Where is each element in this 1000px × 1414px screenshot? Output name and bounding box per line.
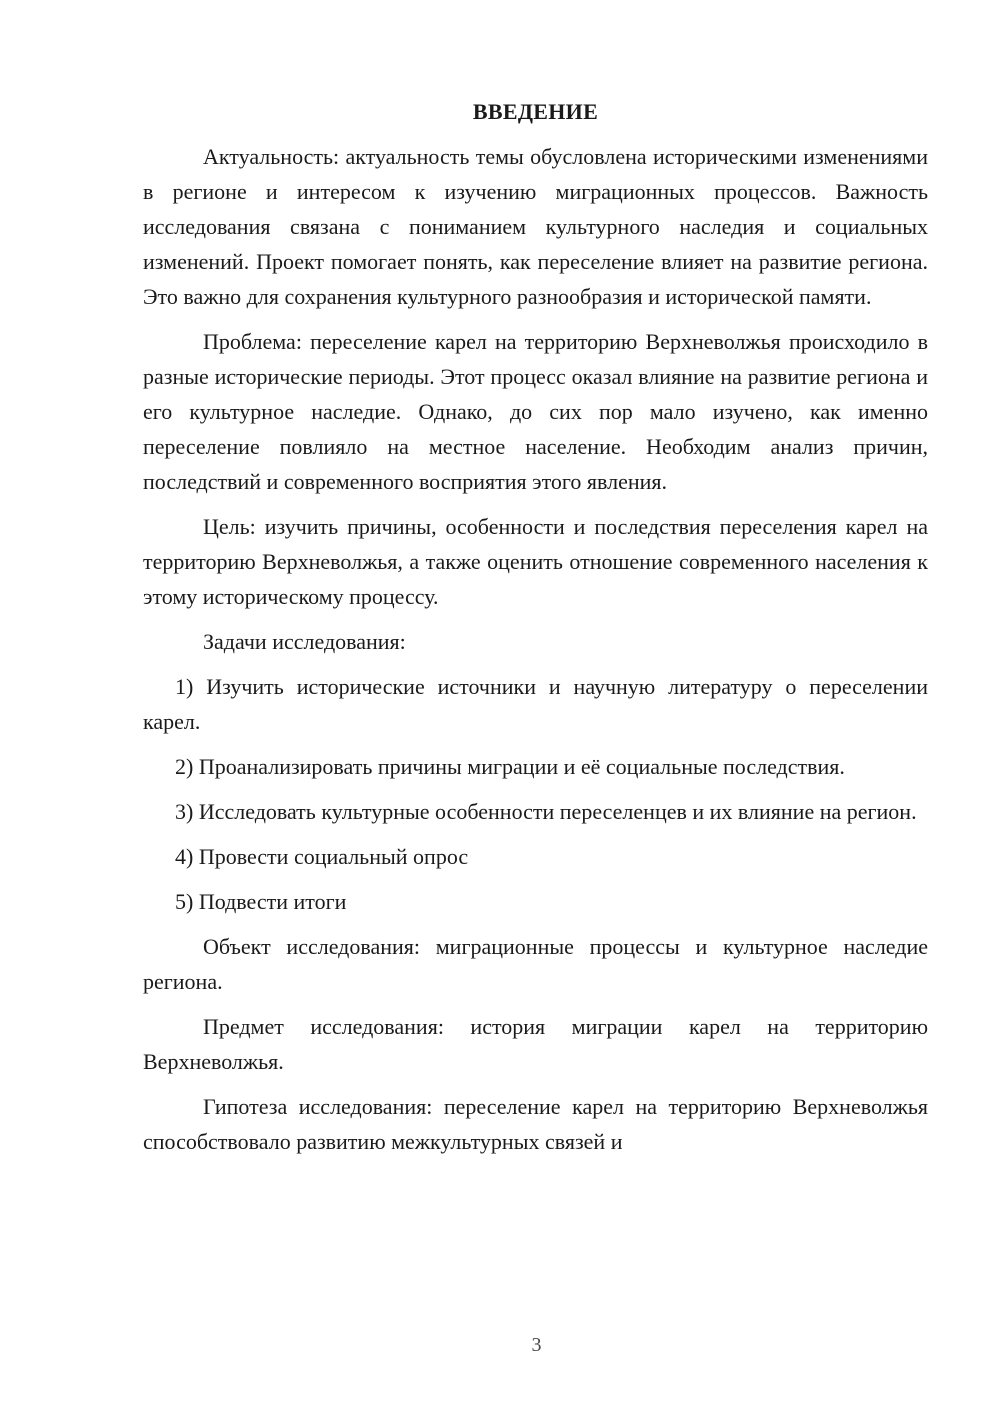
section-title: ВВЕДЕНИЕ [472,99,599,124]
task-item-1: 1) Изучить исторические источники и научную литературу о переселении карел. [143,674,928,734]
paragraph-tasks-heading: Задачи исследования: [203,629,406,654]
paragraph-object: Объект исследования: миграционные процессы и культурное наследие региона. [143,934,928,994]
paragraph-relevance: Актуальность: актуальность темы обусловлена историческими изменениями в регионе и интересом к изучению миграционных процессов. Важность исследования связана с пониманием культурного наследия и социальных изменений. Проект помогает понять, как переселение влияет на развитие региона. Это важно для сохранения культурного разнообразия и исторической памяти. [143,144,928,309]
task-item-4: 4) Провести социальный опрос [175,844,469,869]
paragraph-hypothesis: Гипотеза исследования: переселение карел на территорию Верхневолжья способствовало развитию межкультурных связей и [143,1094,928,1154]
paragraph-subject: Предмет исследования: история миграции карел на территорию Верхневолжья. [143,1014,928,1074]
paragraph-problem: Проблема: переселение карел на территорию Верхневолжья происходило в разные исторические периоды. Этот процесс оказал влияние на развитие региона и его культурное наследие. Однако, до сих пор мало изучено, как именно переселение повлияло на местное население. Необходим анализ причин, последствий и современного восприятия этого явления. [143,329,928,494]
paragraph-goal: Цель: изучить причины, особенности и последствия переселения карел на территорию Верхневолжья, а также оценить отношение современного населения к этому историческому процессу. [143,514,928,609]
page-number: 3 [531,1334,542,1356]
task-item-5: 5) Подвести итоги [175,889,347,914]
document-body [143,94,928,1169]
task-item-3: 3) Исследовать культурные особенности переселенцев и их влияние на регион. [175,799,917,824]
task-item-2: 2) Проанализировать причины миграции и её социальные последствия. [175,754,845,779]
